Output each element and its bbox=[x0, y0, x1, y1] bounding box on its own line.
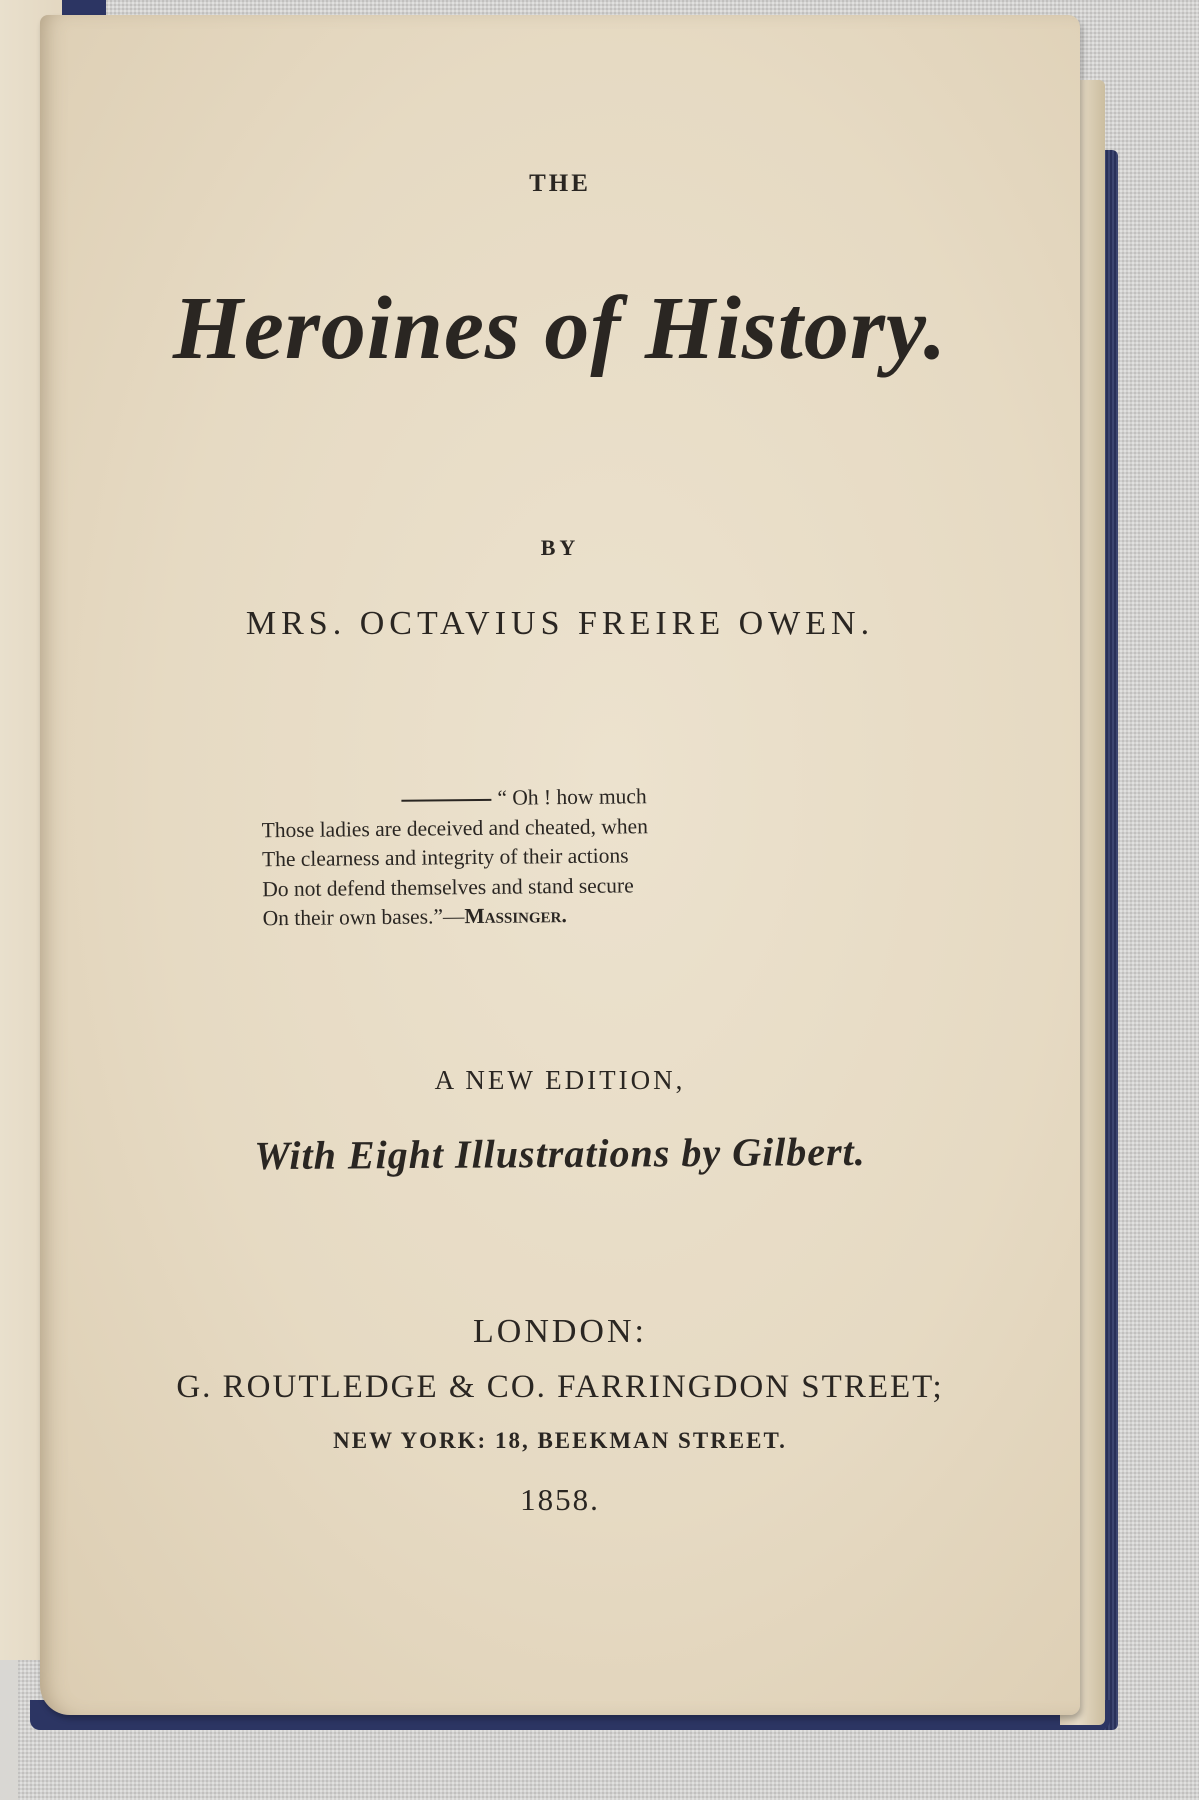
title-page bbox=[40, 15, 1080, 1715]
publication-year: 1858. bbox=[520, 1482, 600, 1517]
epigraph-line-5: On their own bases.”— bbox=[262, 904, 465, 931]
by-label: BY bbox=[540, 535, 580, 560]
epigraph-line-3: The clearness and integrity of their actions bbox=[261, 843, 629, 872]
new-york-address: NEW YORK: 18, BEEKMAN STREET. bbox=[333, 1428, 787, 1453]
edition-label: A NEW EDITION, bbox=[434, 1065, 686, 1095]
epigraph-line-5-wrap bbox=[262, 898, 882, 934]
epigraph-line-1: “ Oh ! how much bbox=[497, 784, 647, 810]
epigraph bbox=[261, 780, 883, 934]
epigraph-line-2: Those ladies are deceived and cheated, when bbox=[261, 813, 649, 842]
publication-city: LONDON: bbox=[473, 1313, 647, 1350]
illustrations-note: With Eight Illustrations by Gilbert. bbox=[254, 1128, 866, 1179]
publisher-line: G. ROUTLEDGE & CO. FARRINGDON STREET; bbox=[176, 1369, 944, 1405]
title-prefix: THE bbox=[529, 170, 591, 197]
author-name: MRS. OCTAVIUS FREIRE OWEN. bbox=[245, 605, 875, 642]
epigraph-line-4: Do not defend themselves and stand secure bbox=[262, 872, 634, 901]
epigraph-attribution: Massinger. bbox=[464, 903, 567, 929]
book-title: Heroines of History. bbox=[172, 279, 948, 378]
